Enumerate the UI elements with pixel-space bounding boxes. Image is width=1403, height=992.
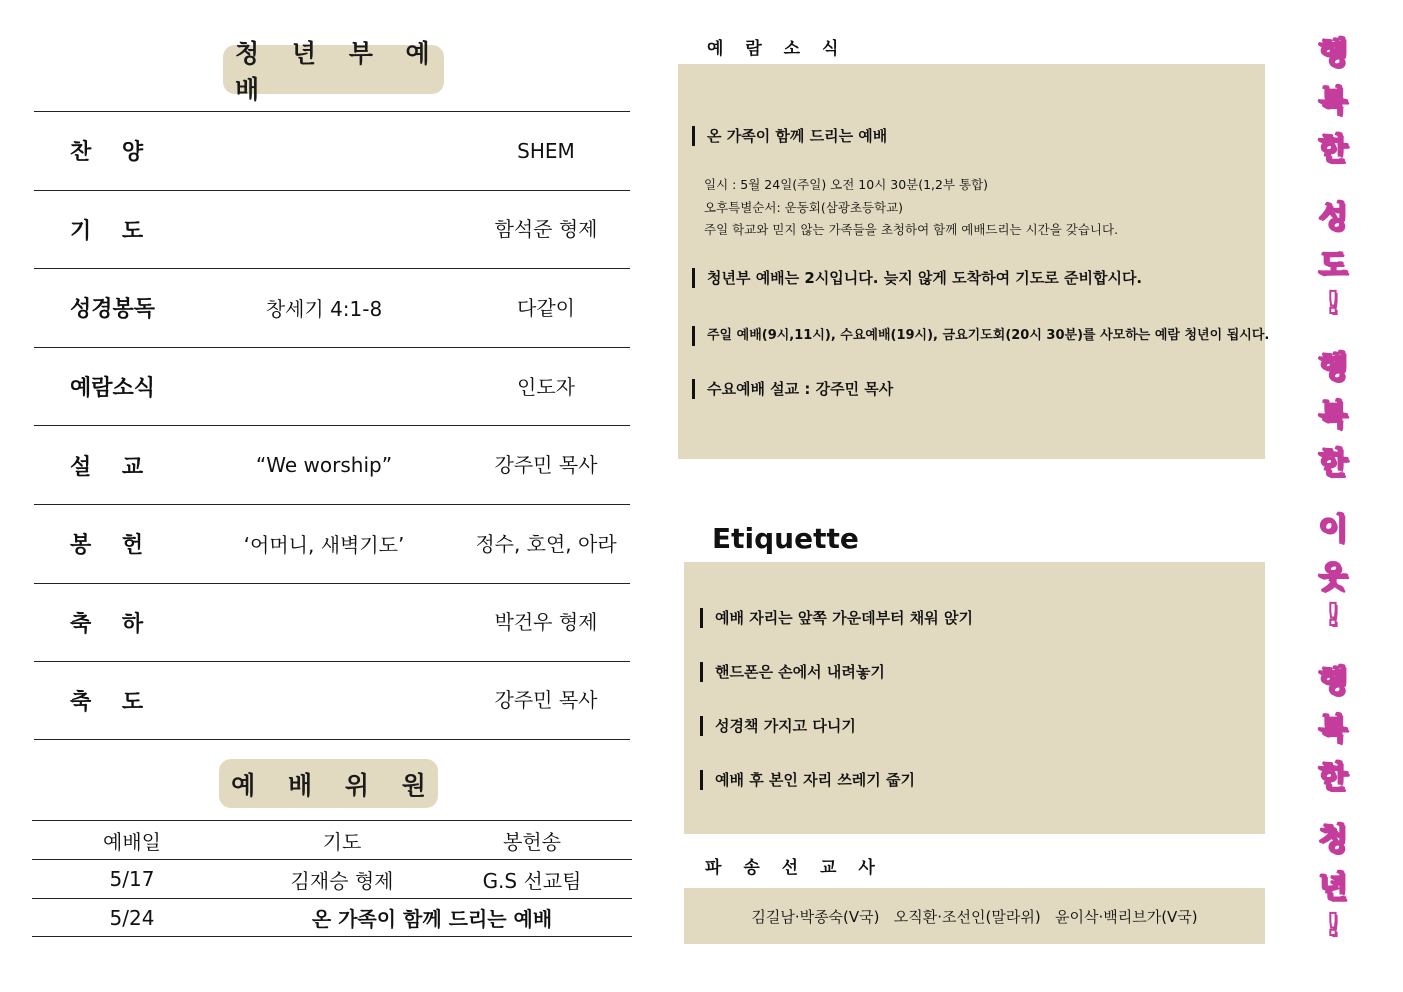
row-date: 5/24 <box>109 905 155 930</box>
table-row <box>34 111 630 190</box>
order-person: 정수, 호연, 아라 <box>475 531 617 556</box>
order-label: 봉 헌 <box>70 533 144 559</box>
row-prayer: 김재승 형제 <box>290 868 394 893</box>
order-label: 기 도 <box>70 218 144 244</box>
news-item: 수요예배 설교 : 강주민 목사 <box>692 379 893 399</box>
etiquette-heading: Etiquette <box>712 522 859 555</box>
order-content <box>224 584 424 662</box>
slogan-char: 한 <box>1318 132 1348 167</box>
news-item: 청년부 예배는 2시입니다. 늦지 않게 도착하여 기도로 준비합시다. <box>692 268 1142 288</box>
order-person: 다같이 <box>517 295 575 320</box>
slogan-char: 행 <box>1318 664 1348 699</box>
slogan-char: 성 <box>1318 200 1348 235</box>
news-heading: 예 람 소 식 <box>707 39 847 59</box>
slogan-char: ! <box>1326 286 1340 321</box>
order-content <box>224 348 424 426</box>
table-row <box>34 661 630 740</box>
order-label: 설 교 <box>70 454 144 480</box>
row-date: 5/17 <box>109 867 155 891</box>
slogan-char: ! <box>1326 908 1340 943</box>
order-person: 강주민 목사 <box>494 453 598 478</box>
slogan-char: 도 <box>1318 248 1348 283</box>
order-person: 인도자 <box>517 374 575 399</box>
header-prayer: 기도 <box>322 829 362 854</box>
slogan-char: 한 <box>1318 446 1348 481</box>
slogan-char: ! <box>1326 598 1340 633</box>
slogan-char: 복 <box>1318 398 1348 433</box>
order-content: 창세기 4:1-8 <box>265 297 383 322</box>
slogan-char: 년 <box>1318 870 1348 905</box>
slogan-char: 행 <box>1318 36 1348 71</box>
news-detail: 오후특별순서: 운동회(삼광초등학교) <box>704 200 904 215</box>
order-content: “We worship” <box>255 453 393 478</box>
table-row <box>34 583 630 662</box>
order-content <box>224 112 424 190</box>
news-detail: 일시 : 5월 24일(주일) 오전 10시 30분(1,2부 통합) <box>704 177 989 192</box>
missionary-names: 김길남·박종숙(V국) 오직환·조선인(말라위) 윤이삭·백리브가(V국) <box>751 907 1198 926</box>
order-label: 찬 양 <box>70 140 144 166</box>
news-item: 주일 예배(9시,11시), 수요예배(19시), 금요기도회(20시 30분)를 사모하는 예람 청년이 됩시다. <box>692 326 1269 346</box>
row-merged: 온 가족이 함께 드리는 예배 <box>311 907 553 931</box>
table-row <box>34 190 630 269</box>
header-offering: 봉헌송 <box>503 829 561 854</box>
news-box <box>678 64 1265 459</box>
etiquette-box <box>684 562 1265 834</box>
order-of-service-table <box>34 111 630 740</box>
table-row <box>34 425 630 504</box>
etiquette-item: 성경책 가지고 다니기 <box>700 716 856 736</box>
order-label: 성경봉독 <box>70 297 156 323</box>
committee-table <box>32 820 632 937</box>
etiquette-item: 예배 후 본인 자리 쓰레기 줍기 <box>700 770 915 790</box>
slogan-char: 이 <box>1318 512 1348 547</box>
order-label: 축 하 <box>70 611 144 637</box>
order-label: 축 도 <box>70 689 144 715</box>
header-date: 예배일 <box>103 829 161 854</box>
slogan-char: 복 <box>1318 84 1348 119</box>
order-content: ‘어머니, 새벽기도’ <box>243 533 405 558</box>
etiquette-item: 예배 자리는 앞쪽 가운데부터 채워 앉기 <box>700 608 973 628</box>
row-offering: G.S 선교팀 <box>482 868 582 893</box>
order-content <box>224 662 424 739</box>
order-person: 강주민 목사 <box>494 688 598 713</box>
news-item: 온 가족이 함께 드리는 예배 <box>692 126 887 146</box>
news-detail: 주일 학교와 믿지 않는 가족들을 초청하여 함께 예배드리는 시간을 갖습니다. <box>704 222 1119 237</box>
table-header-row <box>32 820 632 859</box>
slogan-char: 한 <box>1318 760 1348 795</box>
order-label: 예람소식 <box>70 376 156 402</box>
table-row <box>34 268 630 347</box>
service-title: 청 년 부 예 배 <box>223 45 444 94</box>
etiquette-item: 핸드폰은 손에서 내려놓기 <box>700 662 885 682</box>
table-row <box>34 504 630 583</box>
order-person: 함석준 형제 <box>494 217 598 242</box>
table-row <box>32 859 632 898</box>
slogan-char: 청 <box>1318 822 1348 857</box>
slogan-char: 웃 <box>1318 560 1348 595</box>
order-content <box>224 191 424 269</box>
slogan-char: 복 <box>1318 712 1348 747</box>
missionary-heading: 파 송 선 교 사 <box>705 858 883 878</box>
order-person: 박건우 형제 <box>494 610 598 635</box>
committee-title: 예 배 위 원 <box>219 759 438 808</box>
table-row <box>34 347 630 426</box>
table-row <box>32 898 632 937</box>
order-person: SHEM <box>517 138 575 163</box>
missionary-box <box>684 888 1265 944</box>
slogan-char: 행 <box>1318 350 1348 385</box>
